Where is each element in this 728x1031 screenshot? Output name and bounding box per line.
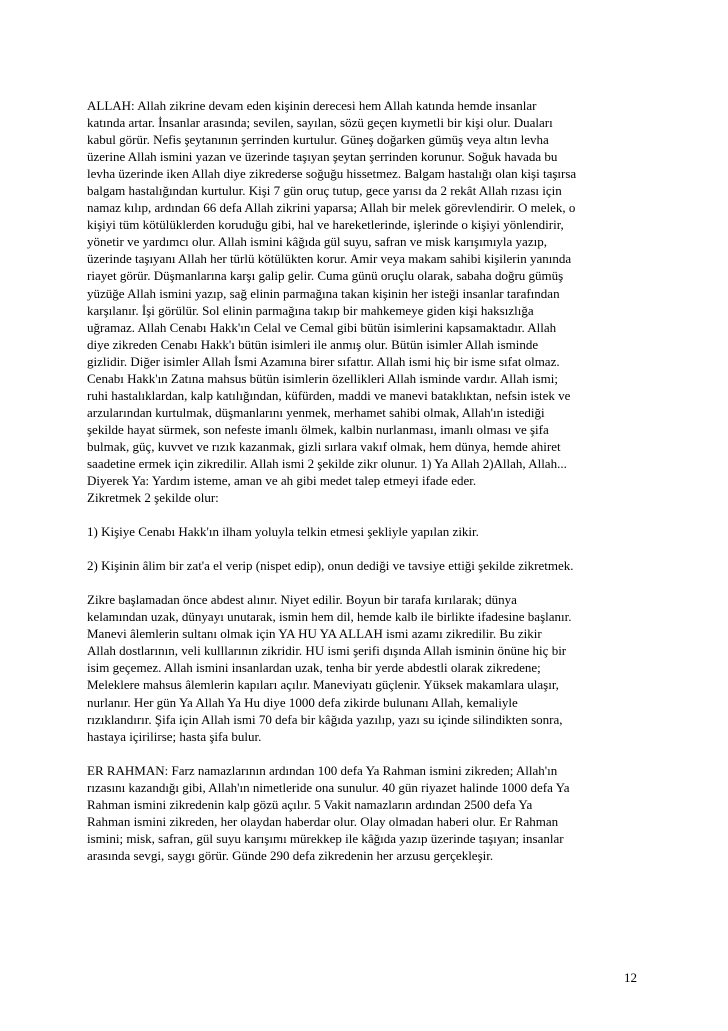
paragraph-gap <box>87 540 647 557</box>
paragraph-zikir-method-1: 1) Kişiye Cenabı Hakk'ın ilham yoluyla telkin etmesi şekliyle yapılan zikir. <box>87 524 479 540</box>
paragraph-gap <box>87 745 647 762</box>
paragraph-zikre-baslama: Zikre başlamadan önce abdest alınır. Niyet edilir. Boyun bir tarafa kırılarak; dünya kelamından uzak, dünyayı unutarak, ismin hem dil, hemde kalb ile birlikte ifadesine başlanır. Manevi âlemlerin sultanı olmak için YA HU YA ALLAH ismi azamı zikredilir. Bu zikir Allah dostlarının, veli kulllarının zikridir. HU ismi şerifi dışında Allah isminin önüne hiç bir isim geçemez. Allah ismini insanlardan uzak, tenha bir yerde abdestli olarak zikredene; Meleklere mahsus âlemlerin kapıları açılır. Maneviyatı güçlenir. Yüksek makamlara ulaşır, nurlanır. Her gün Ya Allah Ya Hu diye 1000 defa zikirde bulunanı Allah, kemaliyle rızıklandırır. Şifa için Allah ismi 70 defa bir kâğıda yazılıp, yazı su içinde silindikten sonra, hastaya içirilirse; hasta şifa bulur. <box>87 592 572 744</box>
page-body <box>87 97 647 864</box>
paragraph-gap <box>87 506 647 523</box>
paragraph-gap <box>87 574 647 591</box>
paragraph-er-rahman: ER RAHMAN: Farz namazlarının ardından 100 defa Ya Rahman ismini zikreden; Allah'ın rızasını kazandığı gibi, Allah'ın nimetleride ona sunulur. 40 gün riyazet halinde 1000 defa Ya Rahman ismini zikredenin kalp gözü açılır. 5 Vakit namazların ardından 2500 defa Ya Rahman ismini zikreden, her olaydan haberdar olur. Olay olmadan haberi olur. Er Rahman ismini; misk, safran, gül suyu karışımı mürekkep ile kâğıda yazıp üzerinde taşıyan; insanlar arasında sevgi, saygı görür. Günde 290 defa zikredenin her arzusu gerçekleşir. <box>87 762 570 863</box>
page-number: 12 <box>624 970 637 985</box>
paragraph-allah: ALLAH: Allah zikrine devam eden kişinin derecesi hem Allah katında hemde insanlar katında artar. İnsanlar arasında; sevilen, sayılan, sözü geçen kıymetli bir kişi olur. Duaları kabul görür. Nefis şeytanının şerrinden kurtulur. Güneş doğarken gümüş veya altın levha üzerine Allah ismini yazan ve üzerinde taşıyan şeytan şerrinden korunur. Soğuk havada bu levha üzerinde iken Allah diye zikrederse soğuğu hissetmez. Balgam hastalığı olan kişi taşırsa balgam hastalığından kurtulur. Kişi 7 gün oruç tutup, gece yarısı da 2 rekât Allah rızası için namaz kılıp, ardından 66 defa Allah zikrini yaparsa; Allah bir melek görevlendirir. O melek, o kişiyi tüm kötülüklerden koruduğu gibi, hal ve hareketlerinde, işlerinde o kişiyi yönlendirir, yönetir ve yardımcı olur. Allah ismini kâğıda gül suyu, safran ve misk karışımıyla yazıp, üzerinde taşıyanı Allah her türlü kötülükten korur. Amir veya makam sahibi kişilerin yanında riayet görür. Düşmanlarına karşı galip gelir. Cuma günü oruçlu olarak, sabaha doğru gümüş yüzüğe Allah ismini yazıp, sağ elinin parmağına takan kişinin her isteği insanlar tarafından karşılanır. İşi görülür. Sol elinin parmağına takıp bir mahkemeye giden kişi haksızlığa uğramaz. Allah Cenabı Hakk'ın Celal ve Cemal gibi bütün isimlerini kapsamaktadır. Allah diye zikreden Cenabı Hakk'ı bütün isimleri ile anmış olur. Bütün isimler Allah isminde gizlidir. Diğer isimler Allah İsmi Azamına birer sıfattır. Allah ismi hiç bir isme sıfat olmaz. Cenabı Hakk'ın Zatına mahsus bütün isimlerin özellikleri Allah isminde vardır. Allah ismi; ruhi hastalıklardan, kalp katılığından, küfürden, maddi ve manevi bataklıktan, nefsin istek ve arzularından kurtulmak, düşmanlarını yenmek, merhamet sahibi olmak, Allah'ın istediği şekilde hayat sürmek, son nefeste imanlı ölmek, kalbin nurlanması, imanlı olması ve şifa bulmak, güç, kuvvet ve rızık kazanmak, gizli sırlara vakıf olmak, hem dünya, hemde ahiret saadetine ermek için zikredilir. Allah ismi 2 şekilde zikr olunur. 1) Ya Allah 2)Allah, Allah... Diyerek Ya: Yardım isteme, aman ve ah gibi medet talep etmeyi ifade eder. Zikretmek 2 şekilde olur: <box>87 98 577 506</box>
paragraph-zikir-method-2: 2) Kişinin âlim bir zat'a el verip (nispet edip), onun dediği ve tavsiye ettiği şekilde zikretmek. <box>87 558 574 574</box>
